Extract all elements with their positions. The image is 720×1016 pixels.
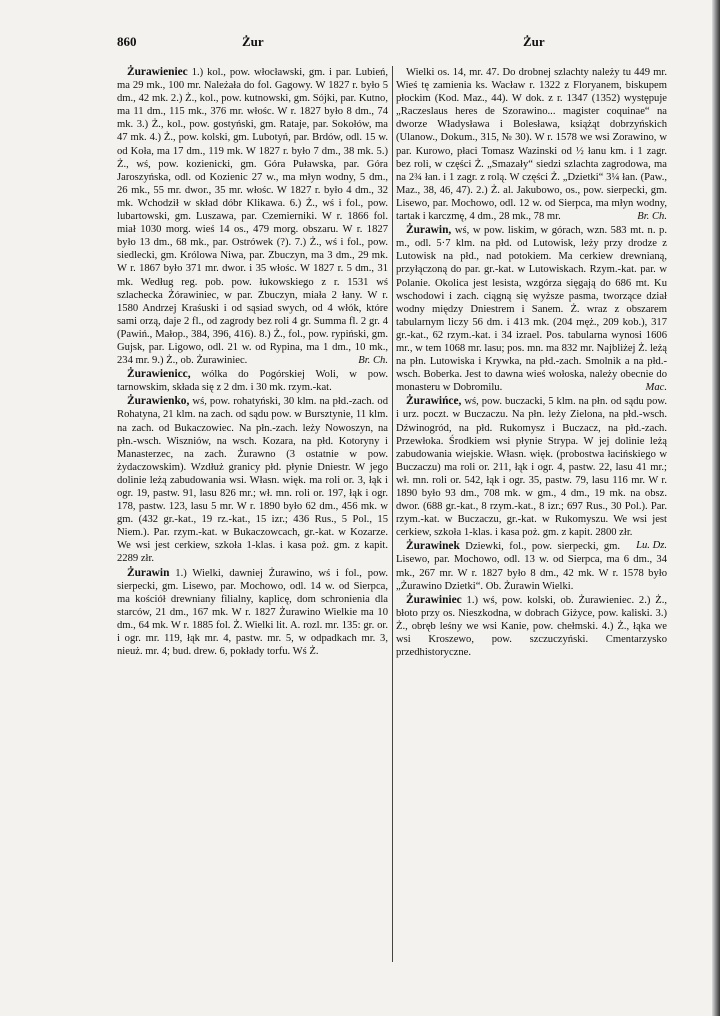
entry	[117, 66, 388, 367]
entry-author: Br. Ch.	[637, 211, 667, 223]
entry-text: 1.) wś, pow. kolski, ob. Żurawieniec. 2.) Ż., błoto przy os. Nieszkodna, w dobrach Giżyce, pow. kaliski. 3.) Ż., obręb leśny we wsi Kanie, pow. chełmski. 4.) Ż., łąka we wsi Kroszewo, pow. szczuczyński. Cmentarzysko przedhistoryczne.	[396, 594, 667, 659]
running-header-left: Żur	[242, 34, 264, 49]
entry-headword: Żurawienicc,	[127, 368, 191, 381]
entry-headword: Żurawin,	[406, 224, 452, 237]
entry-text: wólka do Pogórskiej Woli, w pow. tarnowskim, składa się z 2 dm. i 30 mk. rzym.-kat.	[117, 369, 388, 394]
entry-text: wś, pow. buczacki, 5 klm. na płn. od sądu pow. i urz. poczt. w Buczaczu. Na płn. leży Zielona, na płd.-wsch. Dźwinogród, na płd. Rukomysz i Buczacz, na płd.-zach. Przewłoka. Środkiem wsi płynie Strypa. W jej dolinie leżą zabudowania wiejskie. Własn. więk. (probostwa łacińskiego w Buczaczu) ma roli or. 211, łąk i ogr. 4, pastw. 22, lasu 41 mr.; wł. mn. roli or. 542, łąk i ogr. 35, pastw. 79, lasu 116 mr. W r. 1890 było 93 dm., 708 mk. w gm., 4 dm., 19 mk. na obsz. dwor. (688 gr.-kat., 8 rzym.-kat., 8 izr.; 697 Rus., 30 Pol.). Par. rzym.-kat. w Buczaczu, gr.-kat. w Rukomyszu. We wsi jest cerkiew, szkoła 1-klas. i kasa poż. gm. z kapit. 2800 złr.	[396, 396, 667, 539]
left-column	[117, 66, 388, 659]
entry-headword: Żurawin	[127, 566, 170, 579]
entry-headword: Żurawiniec	[406, 593, 462, 606]
entry-text: Dziewki, fol., pow. sierpecki, gm. Lisewo, par. Mochowo, odl. 13 w. od Sierpca, ma 6 dm., 34 mk., 267 mr. W r. 1827 było 8 dm., 42 mk. W r. 1578 było „Żurawino Dzietki“. Ob. Żurawin Wielki.	[396, 541, 667, 592]
entry-author: Mac.	[645, 382, 667, 394]
entry	[117, 395, 388, 565]
entry-text: 1.) kol., pow. włocławski, gm. i par. Lubień, ma 29 mk., 100 mr. Należała do fol. Gagowy. W 1827 r. było 5 dm., 42 mk. 2.) Ż., kol., pow. kutnowski, gm. Sójki, par. Kutno, ma 11 dm., 115 mk., 376 mr. włośc. W r. 1827 było 8 dm., 74 mk. 3.) Ż., kol., pow. gostyński, gm. Rataje, par. Sokołów, ma 47 mk. 4.) Ż., pow. kolski, gm. Lubotyń, par. Brdów, odl. 15 w. od Koła, ma 17 dm., 119 mk. W 1827 r. było 7 dm., 38 mk. 5.) Ż., wś, pow. kozienicki, gm. Góra Puławska, par. Góra Jaroszyńska, odl. od Kozienic 27 w., ma młyn wodny, 5 dm., 26 mk., 55 mr. dwor., 35 mr. włośc. W 1827 r. było 4 dm., 32 mk. Wchodził w skład dóbr Klikawa. 6.) Ż., wś i fol., pow. lubartowski, gm. Luszawa, par. Czemierniki. W r. 1866 fol. miał 1030 morg. wieś 14 os., 479 morg. obszaru. W r. 1827 było 13 dm., 68 mk., par. Ostrówek (?). 7.) Ż., wś i fol., pow. siedlecki, gm. Królowa Niwa, par. Zbuczyn, ma 3 dm., 29 mk. W r. 1867 było 371 mr. dwor. i 35 włośc. W 1827 r. 5 dm., 31 mk. Według reg. pob. pow. łukowskiego z r. 1531 wś szlachecka Żórawiniec, w par. Zbuczyn, miała 2 łany. W r. 1580 Andrzej Kraśuski i od sąsiad swych, od 4 włók, które sami orzą, daje 2 fl., od zagrody bez roli 4 gr. Summa fl. 2 gr. 4 (Pawiń., Małop., 384, 396, 416). 8.) Ż., fol., pow. rypiński, gm. Gujsk, par. Ligowo, odl. 21 w. od Rypina, ma 1 dm., 10 mk., 234 mr. 9.) Ż., ob. Żurawiniec.	[117, 67, 388, 367]
entry-author: Br. Ch.	[358, 355, 388, 367]
entry	[117, 567, 388, 659]
entry-text: wś, w pow. liskim, w górach, wzn. 583 mt. n. p. m., odl. 5·7 klm. na płd. od Lutowisk, leży przy drodze z Lutowisk na płd., nad potokiem. Ma cerkiew drewnianą, przyłączoną do par. gr.-kat. w Lutowiskach. Rzym.-kat. par. w Polanie. Okolica jest lesista, wzgórza sięgają do 686 mt. Ku wschodowi i zach. ciągną się wyższe pasma, tworzące dział wodny między Dniestrem i Sanem. Ż. wraz z obszarem tabularnym liczy 56 dm. i 413 mk. (204 męż., 209 kob.), 317 gr.-kat., 62 rzym.-kat. i 34 izrael. Pos. tabularna wynosi 1606 mr., w tem 1068 mr. lasu; pos. mn. ma 832 mr. Najbliżej Ż. leżą na płn. Lutowiska i Krywka, na płd.-zach. Smolnik a na płd.-wsch. Boberka. Jest to dawna wieś wołoska, należy obecnie do monasteru w Dobromilu.	[396, 225, 667, 394]
entry-text: Wielki os. 14, mr. 47. Do drobnej szlachty należy tu 449 mr. Wieś tę zamienia ks. Wacław r. 1322 z Floryanem, biskupem płockim (Kod. Maz., 44). W dok. z r. 1347 (1352) występuje „Raczeslaus heres de Szorawino... magister coquinae“ na dworze Władysława i Bolesława, książąt dobrzyńskich (Ulanow., Dokum., 315, № 30). W r. 1578 we wsi Zorawino, w par. Kurowo, płaci Tomasz Wazinski od ½ łanu km. i 1 zagr. bez roli, w części Ż. „Smazały“ siedzi szlachta zagrodowa, ma na 2¾ łan. i 1 zagr. z rolą. W części Ż. „Dzietki“ 3¼ łan. (Paw., Maz., 38, 46, 47). 2.) Ż. al. Jakubowo, os., pow. sierpecki, gm. Lisewo, par. Mochowo, odl. 12 w. od Sierpca, ma młyn wodny, tartak i karczmę, 4 dm., 28 mk., 78 mr.	[396, 67, 667, 223]
entry-text: wś, pow. rohatyński, 30 klm. na płd.-zach. od Rohatyna, 21 klm. na zach. od sądu pow. w Bursztynie, 11 klm. na zach. od Bukaczowiec. Na płn.-zach. leży Nowoszyn, na płn.-wsch. Wiszniów, na wsch. Kozara, na płd. Kotoryny i Manasterzec, na zach. Żurawno (3 ostatnie w pow. żydaczowskim). Wzdłuż granicy płd. płynie Dniestr. W jego dolinie leżą zabudowania wsi. Własn. więk. ma roli or. 3, łąk i ogr. 19, pastw. 91, lasu 826 mr.; wł. mn. roli or. 197, łąk i ogr. 178, pastw. 123, lasu 5 mr. W r. 1890 było 62 dm., 456 mk. w gm. (432 gr.-kat., 19 rz.-kat., 15 izr.; 436 Rus., 5 Pol., 15 Niem.). Par. rzym.-kat. w Bukaczowcach, gr.-kat. w Kozarze. We wsi jest cerkiew, szkoła 1-klas. i kasa poż. gm. z kapit. 2289 złr.	[117, 396, 388, 565]
entry	[117, 368, 388, 394]
entry-headword: Żurawieniec	[127, 66, 188, 78]
entry	[396, 594, 667, 659]
page-edge-shadow	[712, 0, 720, 1016]
right-column	[396, 66, 667, 660]
entry-text: 1.) Wielki, dawniej Żurawino, wś i fol., pow. sierpecki, gm. Lisewo, par. Mochowo, odl. 14 w. od Sierpca, ma kościół drewniany filialny, kaplicę, dom schronienia dla starców, 21 dm., 167 mk. W r. 1827 Żurawino Wielkie ma 10 dm., 64 mk. W r. 1885 fol. Ż. Wielki lit. A. rozl. mr. 135: gr. or. i ogr. mr. 119, łąk mr. 4, pastw. mr. 5, w odpadkach mr. 3, nieuż. mr. 4; bud. drew. 6, pokłady torfu. Wś Ż.	[117, 567, 388, 658]
page-number: 860	[117, 34, 137, 49]
running-header-right: Żur	[523, 34, 545, 49]
entry	[396, 224, 667, 394]
entry-headword: Żurawinek	[406, 540, 460, 553]
entry-headword: Żurawińce,	[406, 395, 462, 408]
entry	[396, 66, 667, 223]
entry-headword: Żurawienko,	[127, 395, 190, 408]
entry-author: Lu. Dz.	[636, 540, 667, 552]
column-divider	[392, 66, 393, 962]
